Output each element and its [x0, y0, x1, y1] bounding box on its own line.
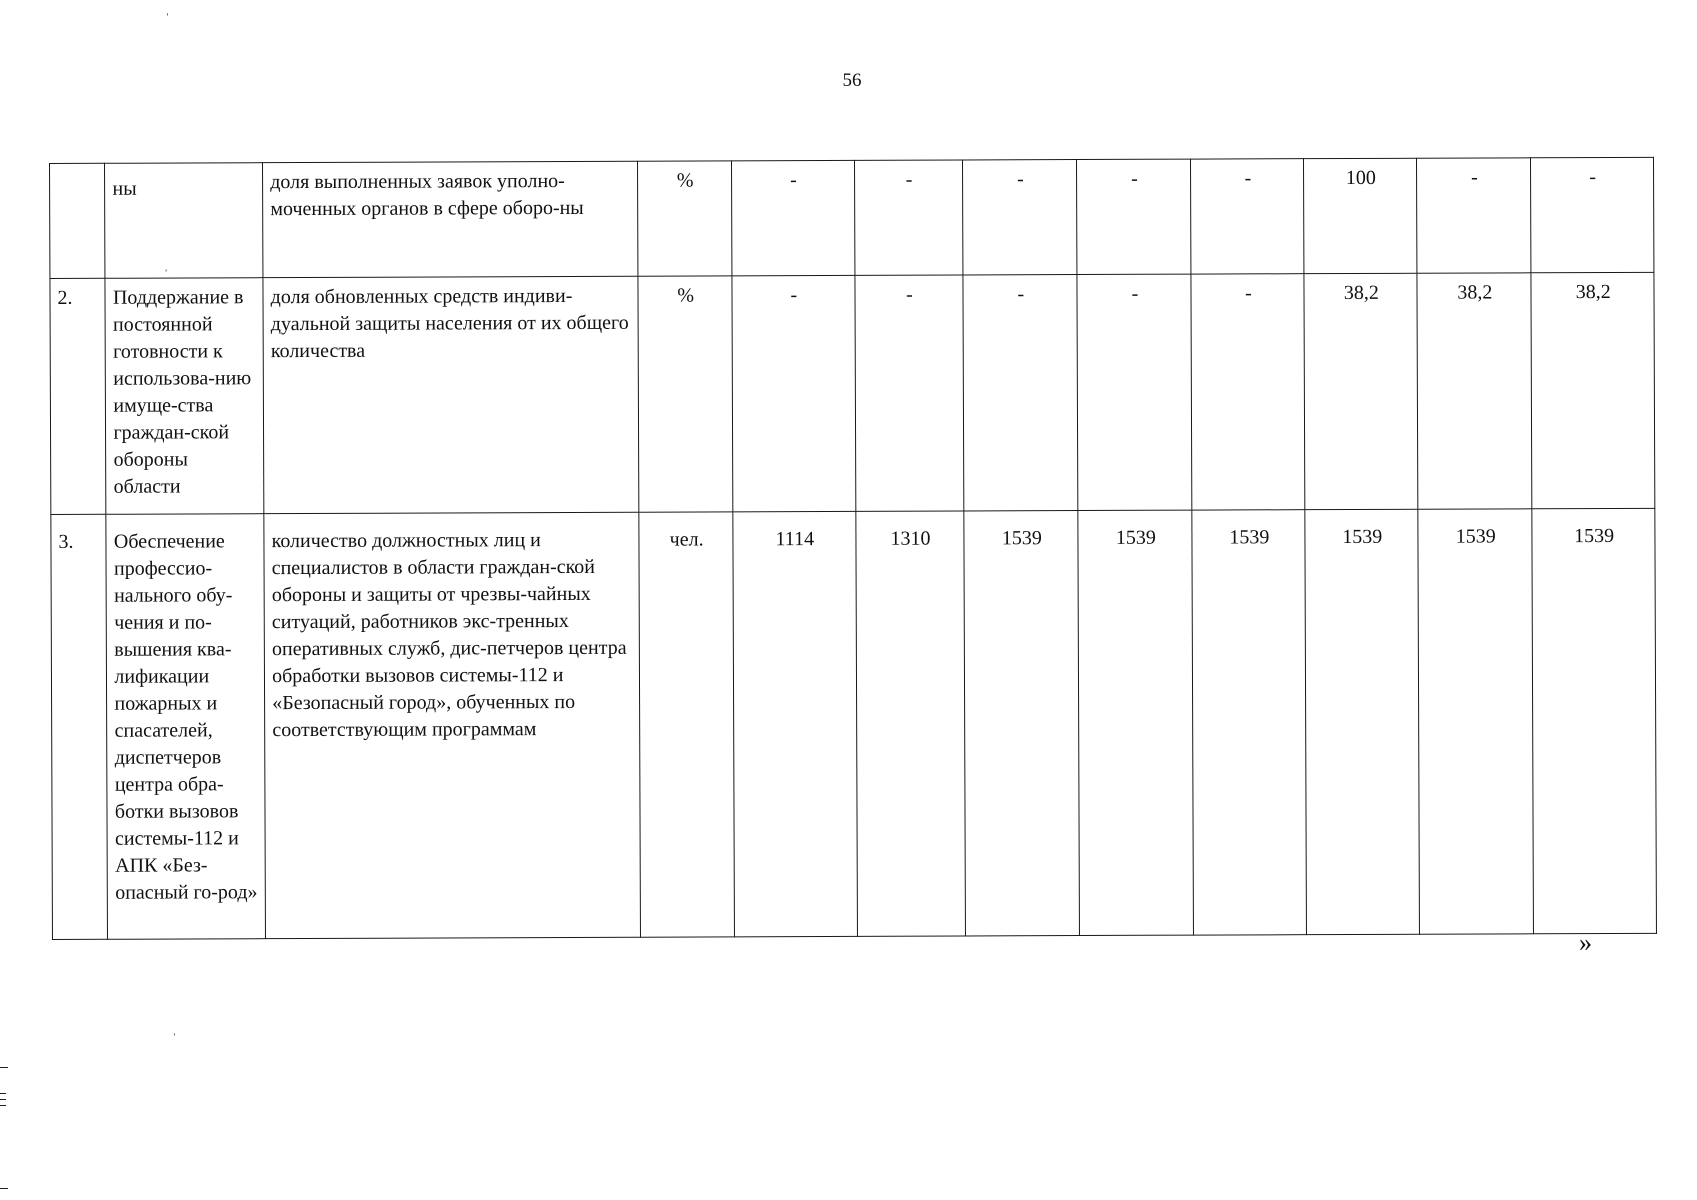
table-row-continued	[50, 157, 1654, 278]
value-cell: 1539	[1078, 510, 1194, 935]
value-cell: 1114	[733, 511, 857, 936]
margin-mark	[0, 1105, 6, 1106]
value-cell: 1310	[855, 511, 965, 936]
row-number: 2.	[50, 278, 106, 514]
value-cell: 1539	[1305, 509, 1420, 934]
unit-cell: чел.	[639, 512, 734, 937]
value-cell: -	[855, 275, 965, 511]
indicator-name: доля обновленных средств индиви-дуальной защиты населения от их общего количества	[263, 276, 639, 513]
value-cell: -	[963, 160, 1077, 275]
value-cell: -	[1191, 159, 1304, 274]
activity-name: Обеспечение профессио-нального обу-чения и по-вышения ква-лификации пожарных и спасателей, диспетчеров центра обра-ботки вызовов системы-112 и АПК «Без-опасный го-род»	[106, 514, 265, 940]
unit-cell: %	[638, 276, 733, 512]
stray-mark: ˌ	[163, 257, 169, 273]
value-cell: -	[1191, 274, 1305, 510]
activity-name: Поддержание в постоянной готовности к использова-нию имуще-ства граждан-ской обороны области	[105, 278, 264, 515]
value-cell: -	[1077, 274, 1192, 510]
row-number: 3.	[51, 514, 108, 939]
page-number: 56	[842, 70, 862, 91]
value-cell: -	[963, 275, 1078, 511]
unit-cell: %	[638, 161, 732, 276]
value-cell: 1539	[1418, 509, 1534, 934]
value-cell: 1539	[964, 511, 1080, 936]
value-cell: 38,2	[1304, 273, 1418, 509]
value-cell: 1539	[1532, 508, 1656, 933]
value-cell: 100	[1304, 158, 1417, 273]
value-cell: 1539	[1192, 510, 1307, 935]
value-cell: -	[1077, 159, 1191, 274]
indicator-name: доля выполненных заявок уполно-моченных органов в сфере оборо-ны	[263, 161, 639, 277]
table-row	[51, 508, 1657, 939]
value-cell: 38,2	[1531, 272, 1655, 508]
row-number	[50, 163, 106, 278]
margin-mark	[0, 1099, 6, 1100]
indicator-name: количество должностных лиц и специалистов в области граждан-ской обороны и защиты от чрезвы-чайных ситуаций, работников экс-тренных оперативных служб, дис-петчеров центра обработки вызовов системы-112 и «Безопасный город», обученных по соответствующим программам	[264, 512, 641, 938]
value-cell: -	[732, 275, 855, 511]
value-cell: 38,2	[1417, 273, 1532, 509]
closing-quote: »	[1579, 928, 1592, 957]
stray-mark: ˈ	[165, 12, 170, 27]
margin-mark	[0, 1093, 6, 1094]
stray-mark: ˈ	[172, 1032, 177, 1047]
indicators-table	[49, 157, 1657, 940]
margin-mark	[0, 1067, 8, 1068]
table-row	[50, 272, 1655, 514]
activity-name-text: ны	[112, 177, 137, 200]
value-cell: -	[1531, 157, 1654, 272]
value-cell: -	[732, 160, 855, 275]
value-cell: -	[854, 160, 963, 275]
value-cell: -	[1417, 158, 1531, 273]
margin-mark	[0, 1188, 8, 1189]
activity-name	[105, 163, 263, 279]
indicators-table-container	[49, 157, 1657, 940]
